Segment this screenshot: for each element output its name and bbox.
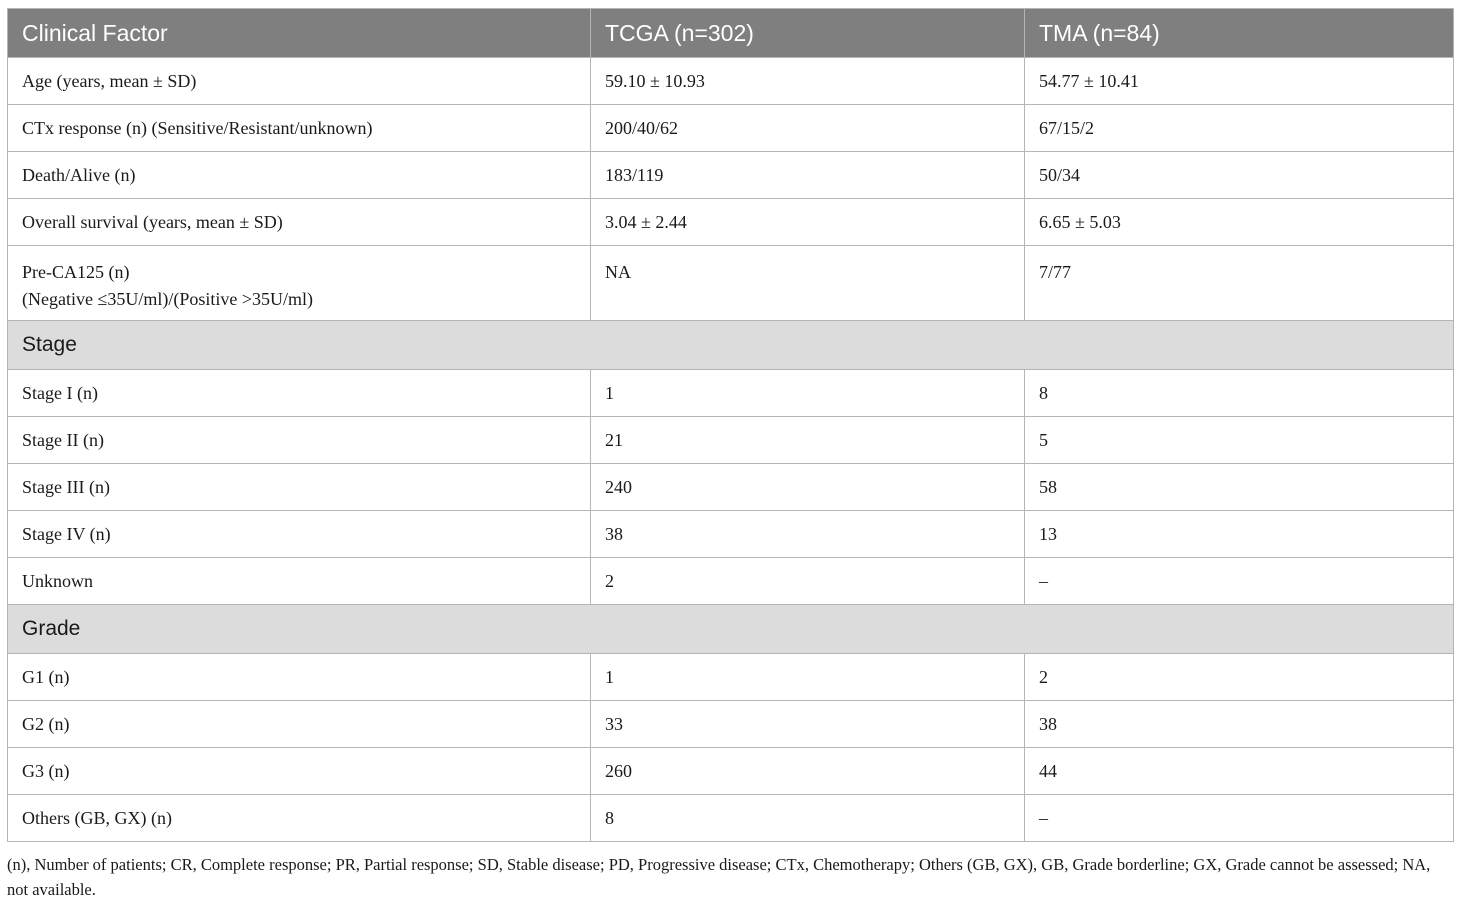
row-label: Age (years, mean ± SD) <box>8 58 591 105</box>
section-title: Grade <box>8 605 1454 654</box>
row-label: Death/Alive (n) <box>8 152 591 199</box>
tcga-value: 33 <box>591 701 1025 748</box>
table-row <box>8 701 1454 748</box>
tcga-value: 1 <box>591 654 1025 701</box>
tma-value: 67/15/2 <box>1025 105 1454 152</box>
clinical-factors-table <box>7 8 1454 842</box>
tma-value: – <box>1025 795 1454 842</box>
table-row <box>8 58 1454 105</box>
tma-value: – <box>1025 558 1454 605</box>
column-header-tma: TMA (n=84) <box>1025 9 1454 58</box>
section-row-stage <box>8 321 1454 370</box>
table-row <box>8 370 1454 417</box>
tma-value: 7/77 <box>1025 246 1454 321</box>
row-label: G3 (n) <box>8 748 591 795</box>
tcga-value: 38 <box>591 511 1025 558</box>
row-label: Stage I (n) <box>8 370 591 417</box>
tma-value: 6.65 ± 5.03 <box>1025 199 1454 246</box>
tcga-value: 2 <box>591 558 1025 605</box>
table-row <box>8 417 1454 464</box>
table-row <box>8 654 1454 701</box>
row-label-line: (Negative ≤35U/ml)/(Positive >35U/ml) <box>22 289 313 309</box>
row-label <box>8 246 591 321</box>
column-header-clinical-factor: Clinical Factor <box>8 9 591 58</box>
tma-value: 50/34 <box>1025 152 1454 199</box>
row-label: Stage II (n) <box>8 417 591 464</box>
row-label: Stage IV (n) <box>8 511 591 558</box>
section-row-grade <box>8 605 1454 654</box>
tcga-value: 240 <box>591 464 1025 511</box>
table-row <box>8 464 1454 511</box>
row-label: Others (GB, GX) (n) <box>8 795 591 842</box>
tcga-value: NA <box>591 246 1025 321</box>
row-label: G1 (n) <box>8 654 591 701</box>
row-label-line: Pre-CA125 (n) <box>22 262 130 282</box>
table-container <box>7 8 1453 842</box>
table-row <box>8 246 1454 321</box>
tcga-value: 8 <box>591 795 1025 842</box>
table-row <box>8 795 1454 842</box>
header-row <box>8 9 1454 58</box>
row-label: CTx response (n) (Sensitive/Resistant/unknown) <box>8 105 591 152</box>
table-row <box>8 199 1454 246</box>
tma-value: 8 <box>1025 370 1454 417</box>
tma-value: 58 <box>1025 464 1454 511</box>
row-label: Overall survival (years, mean ± SD) <box>8 199 591 246</box>
tcga-value: 260 <box>591 748 1025 795</box>
tcga-value: 21 <box>591 417 1025 464</box>
table-row <box>8 511 1454 558</box>
table-row <box>8 558 1454 605</box>
table-footnote: (n), Number of patients; CR, Complete response; PR, Partial response; SD, Stable disease; PD, Progressive disease; CTx, Chemotherapy; Others (GB, GX), GB, Grade borderline; GX, Grade cannot be assessed; NA, not available. <box>7 855 1431 899</box>
tma-value: 5 <box>1025 417 1454 464</box>
row-label: Unknown <box>8 558 591 605</box>
row-label: Stage III (n) <box>8 464 591 511</box>
tcga-value: 183/119 <box>591 152 1025 199</box>
table-row <box>8 748 1454 795</box>
column-header-tcga: TCGA (n=302) <box>591 9 1025 58</box>
table-row <box>8 105 1454 152</box>
tcga-value: 200/40/62 <box>591 105 1025 152</box>
tcga-value: 1 <box>591 370 1025 417</box>
tma-value: 13 <box>1025 511 1454 558</box>
tma-value: 44 <box>1025 748 1454 795</box>
row-label: G2 (n) <box>8 701 591 748</box>
tma-value: 38 <box>1025 701 1454 748</box>
tma-value: 54.77 ± 10.41 <box>1025 58 1454 105</box>
table-row <box>8 152 1454 199</box>
tma-value: 2 <box>1025 654 1454 701</box>
tcga-value: 59.10 ± 10.93 <box>591 58 1025 105</box>
section-title: Stage <box>8 321 1454 370</box>
tcga-value: 3.04 ± 2.44 <box>591 199 1025 246</box>
